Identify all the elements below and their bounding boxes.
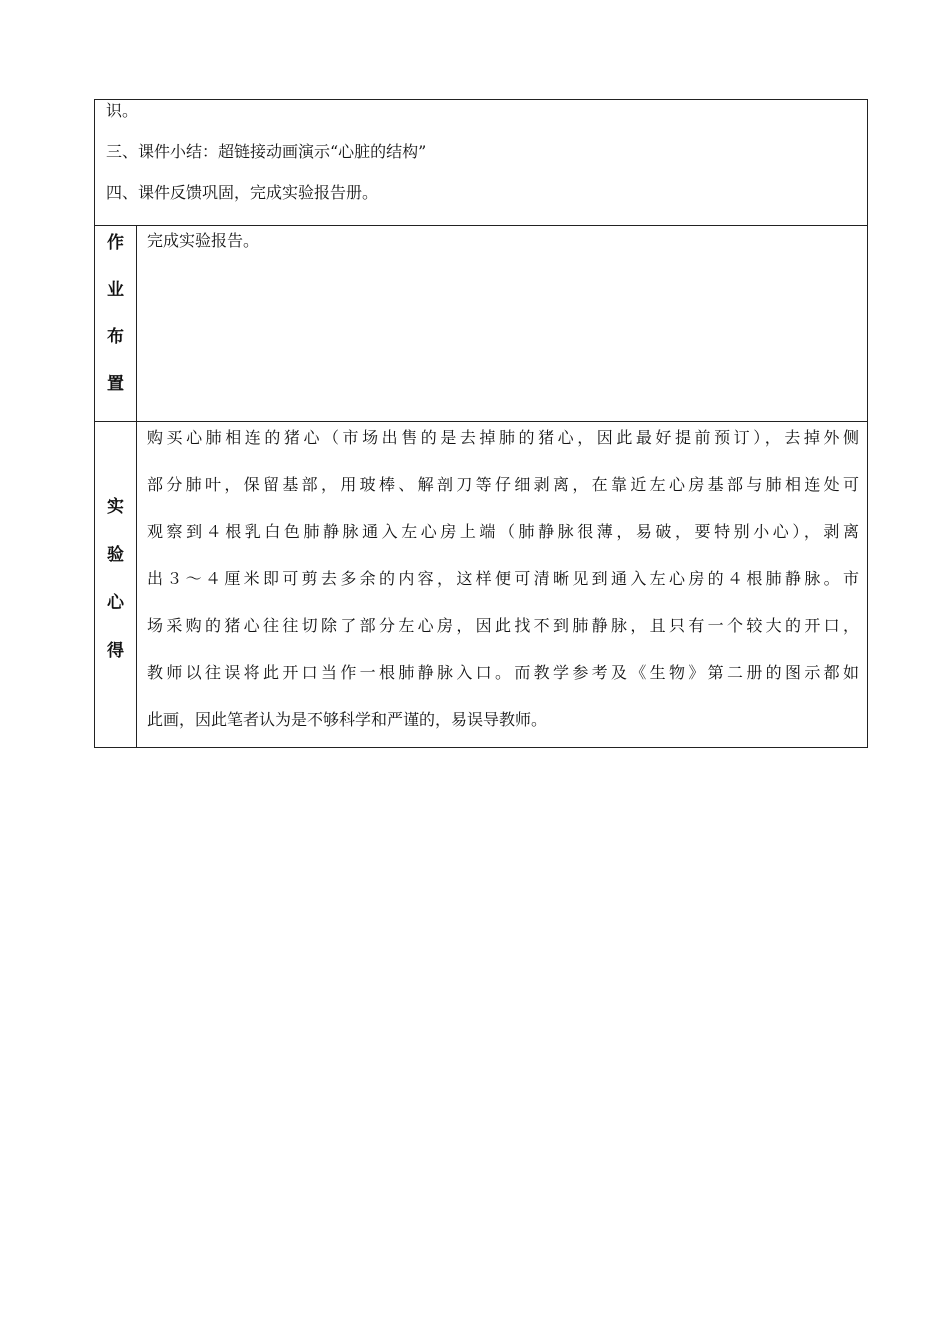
experience-line-3: 观察到４根乳白色肺静脉通入左心房上端（肺静脉很薄，易破，要特别小心），剥离 xyxy=(147,522,859,541)
experience-label-char-1: 实 xyxy=(107,497,124,517)
process-line-3: 四、课件反馈巩固，完成实验报告册。 xyxy=(106,183,379,202)
experience-line-7: 此画，因此笔者认为是不够科学和严谨的，易误导教师。 xyxy=(147,710,548,729)
experience-row xyxy=(95,422,868,748)
process-line-2: 三、课件小结：超链接动画演示“心脏的结构” xyxy=(106,142,427,161)
experience-label-char-3: 心 xyxy=(107,593,124,613)
teaching-process-row xyxy=(95,100,868,226)
experience-content-cell xyxy=(137,422,868,748)
homework-label-char-3: 布 xyxy=(107,327,124,347)
experience-paragraph xyxy=(137,422,867,728)
homework-label-cell xyxy=(95,226,137,422)
experience-line-1: 购买心肺相连的猪心（市场出售的是去掉肺的猪心，因此最好提前预订），去掉外侧 xyxy=(147,428,859,447)
homework-content-cell xyxy=(137,226,868,422)
homework-label-char-4: 置 xyxy=(107,374,124,394)
homework-label-char-1: 作 xyxy=(107,233,124,253)
process-line-1: 识。 xyxy=(106,101,139,120)
experience-label-char-2: 验 xyxy=(107,545,124,565)
experience-line-4: 出３～４厘米即可剪去多余的内容，这样便可清晰见到通入左心房的４根肺静脉。市 xyxy=(147,569,859,588)
lesson-plan-table xyxy=(94,99,868,748)
teaching-process-cell xyxy=(95,100,868,226)
homework-label-char-2: 业 xyxy=(107,280,124,300)
experience-label-char-4: 得 xyxy=(107,641,124,661)
experience-line-5: 场采购的猪心往往切除了部分左心房，因此找不到肺静脉，且只有一个较大的开口， xyxy=(147,616,859,635)
experience-label-cell xyxy=(95,422,137,748)
experience-line-6: 教师以往误将此开口当作一根肺静脉入口。而教学参考及《生物》第二册的图示都如 xyxy=(147,663,859,682)
homework-row xyxy=(95,226,868,422)
homework-content: 完成实验报告。 xyxy=(147,231,260,250)
experience-line-2: 部分肺叶，保留基部，用玻棒、解剖刀等仔细剥离，在靠近左心房基部与肺相连处可 xyxy=(147,475,859,494)
